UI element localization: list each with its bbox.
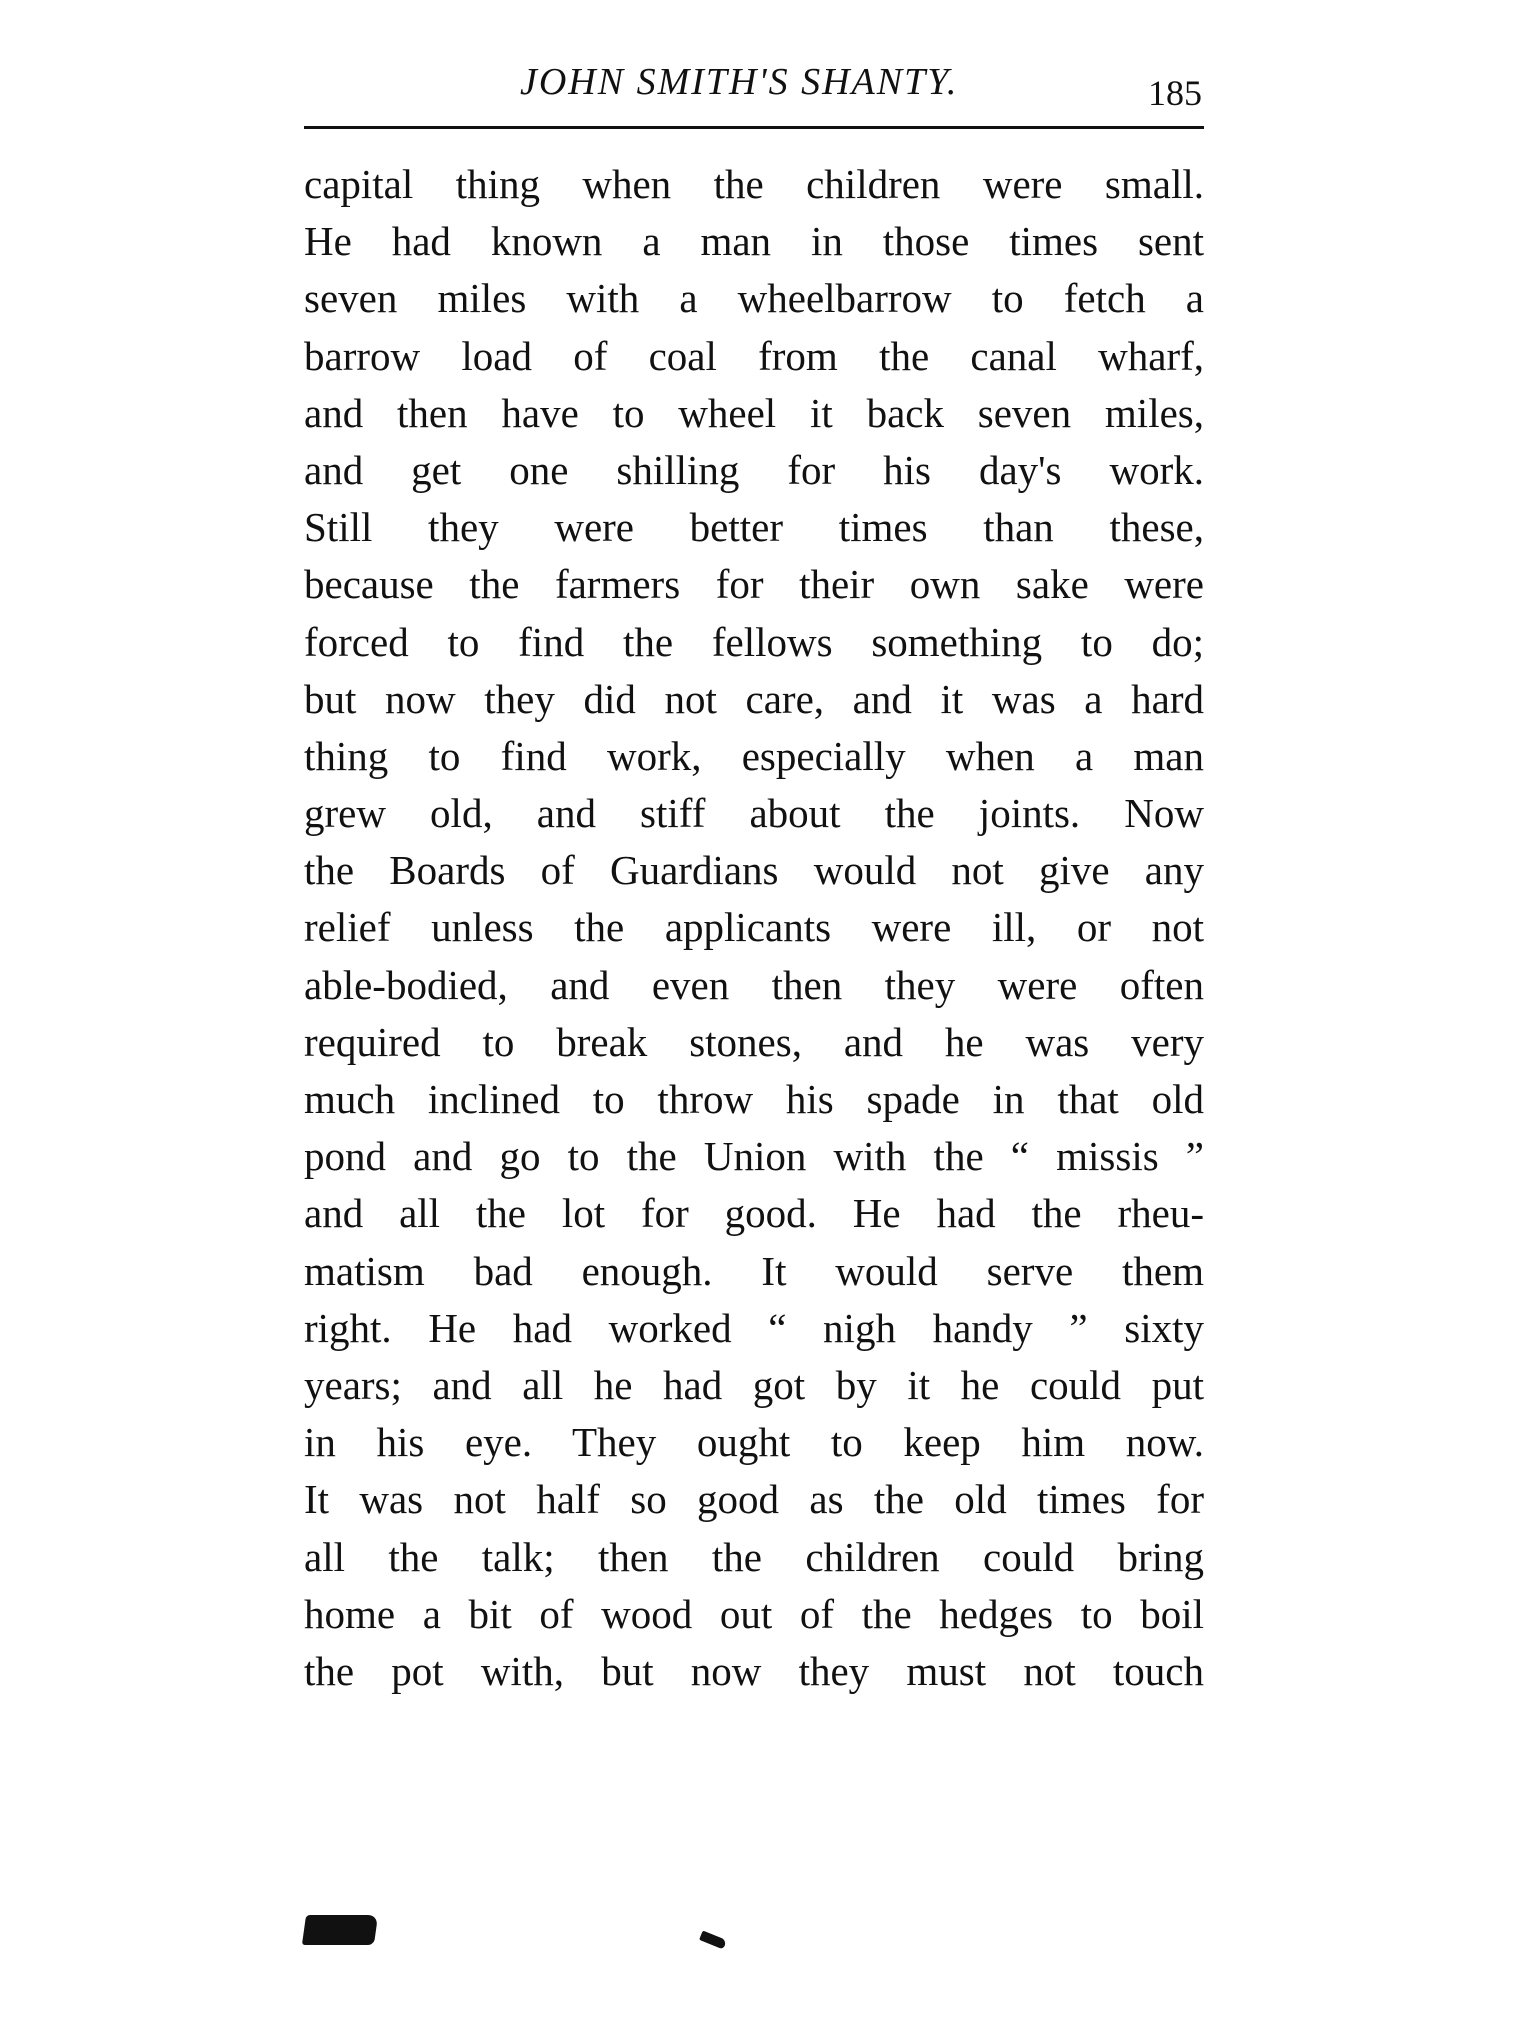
text-line: seven miles with a wheelbarrow to fetch a — [304, 275, 1204, 322]
text-line: It was not half so good as the old times for — [304, 1476, 1204, 1523]
text-line: the Boards of Guardians would not give any — [304, 847, 1204, 894]
text-line: all the talk; then the children could bring — [304, 1533, 1204, 1580]
text-line: required to break stones, and he was very — [304, 1018, 1204, 1065]
text-line: pond and go to the Union with the “ missis ” — [304, 1133, 1204, 1180]
text-line: capital thing when the children were small. — [304, 161, 1204, 207]
text-line: and all the lot for good. He had the rheu- — [304, 1190, 1204, 1237]
page-number: 185 — [1148, 73, 1202, 113]
text-line: and get one shilling for his day's work. — [304, 446, 1204, 493]
running-head — [300, 52, 1210, 122]
text-line: right. He had worked “ nigh handy ” sixty — [304, 1304, 1204, 1351]
text-line: able-bodied, and even then they were often — [304, 961, 1204, 1008]
text-line: in his eye. They ought to keep him now. — [304, 1419, 1204, 1466]
ink-smudge — [302, 1915, 378, 1945]
body-text — [304, 156, 1204, 1700]
running-title: JOHN SMITH'S SHANTY. — [520, 61, 959, 103]
text-line: thing to find work, especially when a man — [304, 732, 1204, 779]
text-line: and then have to wheel it back seven miles, — [304, 389, 1204, 436]
text-line: He had known a man in those times sent — [304, 218, 1204, 265]
header-rule — [304, 126, 1204, 129]
text-line: years; and all he had got by it he could put — [304, 1361, 1204, 1408]
text-line: much inclined to throw his spade in that old — [304, 1076, 1204, 1122]
text-line: relief unless the applicants were ill, or not — [304, 904, 1204, 951]
text-line: matism bad enough. It would serve them — [304, 1247, 1204, 1294]
text-line: but now they did not care, and it was a hard — [304, 675, 1204, 722]
text-line: Still they were better times than these, — [304, 504, 1204, 551]
text-line: grew old, and stiff about the joints. Now — [304, 790, 1204, 837]
text-line: home a bit of wood out of the hedges to boil — [304, 1590, 1204, 1637]
text-line: because the farmers for their own sake were — [304, 561, 1204, 608]
text-line: the pot with, but now they must not touch — [304, 1647, 1204, 1694]
text-line: barrow load of coal from the canal wharf, — [304, 332, 1204, 379]
text-line: forced to find the fellows something to do; — [304, 618, 1204, 665]
ink-mark — [699, 1930, 727, 1949]
